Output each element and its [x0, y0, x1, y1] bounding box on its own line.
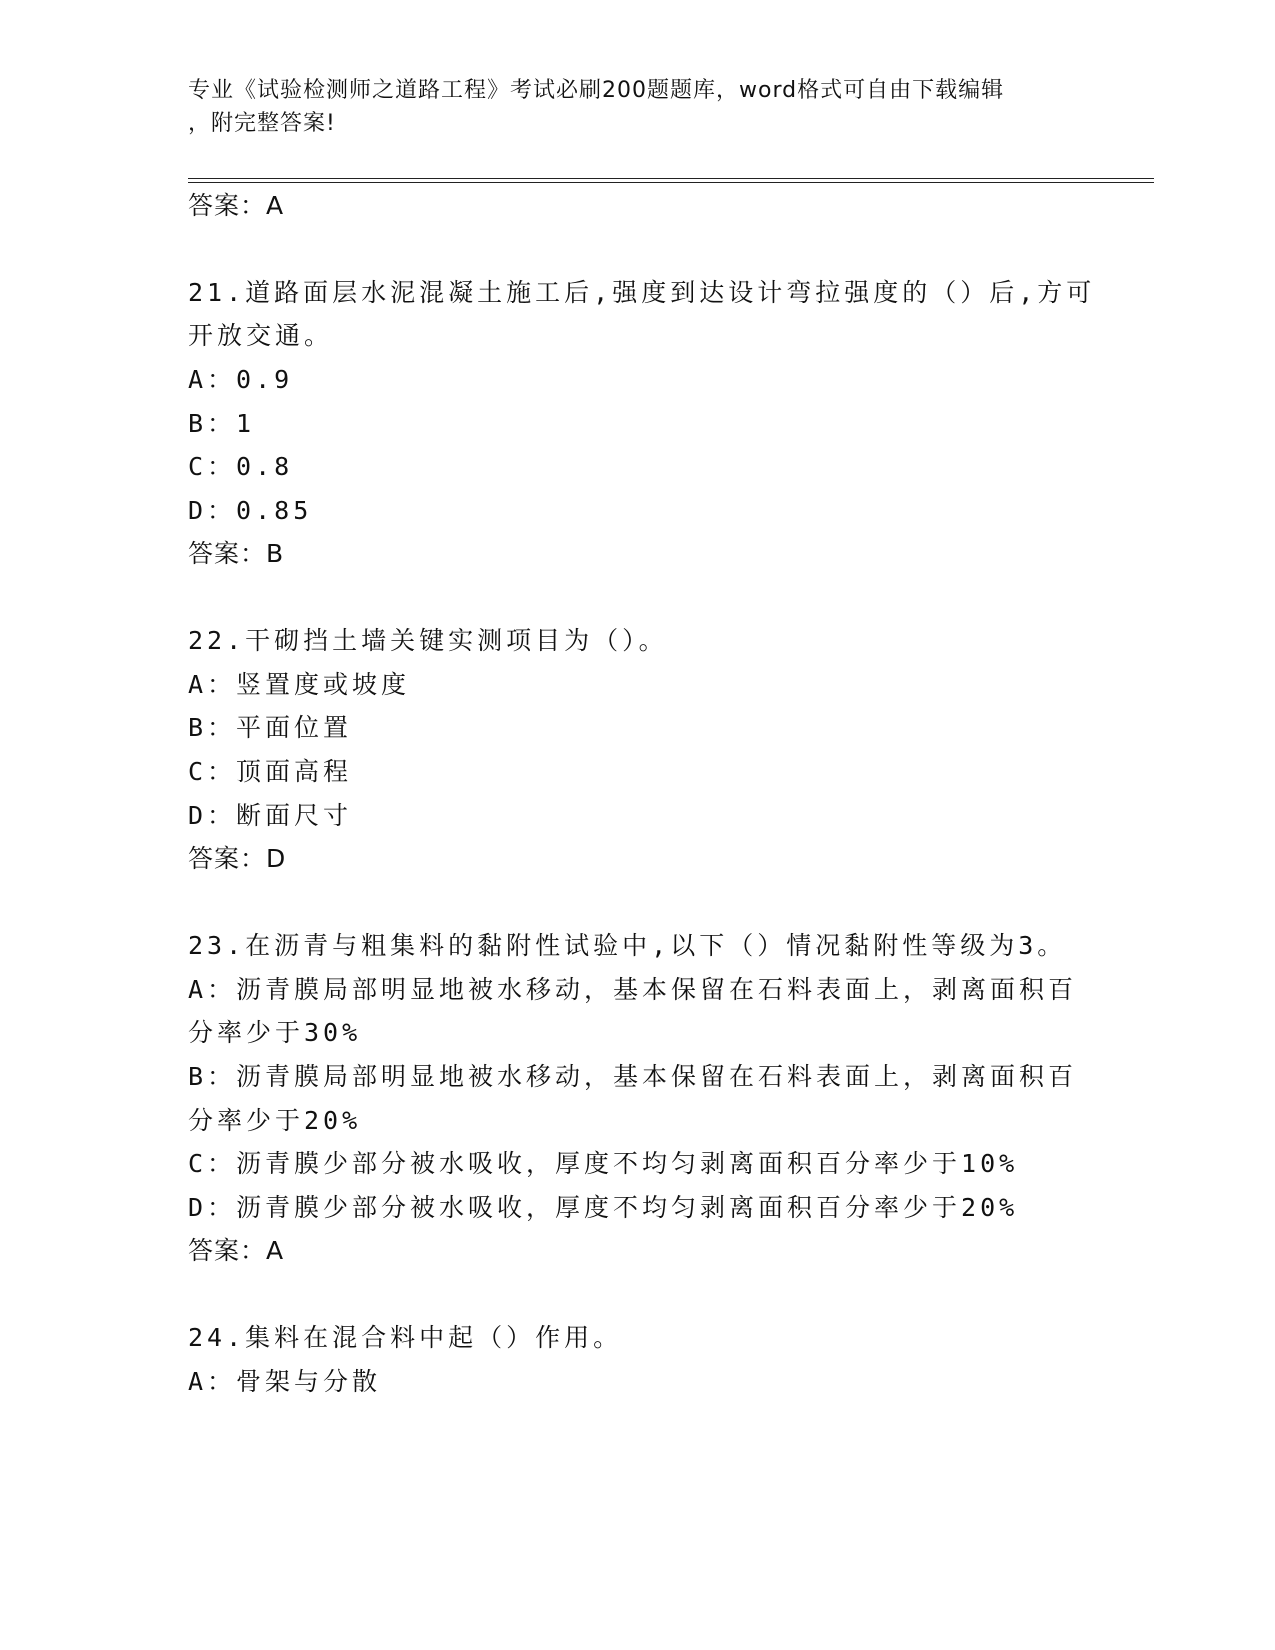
question-23-option-a-line-1: A：沥青膜局部明显地被水移动，基本保留在石料表面上，剥离面积百 [188, 975, 1078, 1004]
question-21-option-c: C：0.8 [188, 452, 294, 481]
question-23-option-b-line-1: B：沥青膜局部明显地被水移动，基本保留在石料表面上，剥离面积百 [188, 1062, 1078, 1091]
header-line-2: ，附完整答案! [188, 111, 336, 136]
question-23-stem: 23.在沥青与粗集料的黏附性试验中,以下（）情况黏附性等级为3。 [188, 931, 1067, 960]
header-divider-top [188, 178, 1154, 179]
document-header [188, 74, 1088, 140]
question-23-answer: 答案：A [188, 1236, 285, 1265]
header-divider-bottom [188, 182, 1154, 183]
question-22-option-a: A：竖置度或坡度 [188, 670, 411, 699]
question-21-stem-line-1: 21.道路面层水泥混凝土施工后,强度到达设计弯拉强度的（）后,方可 [188, 278, 1096, 307]
question-22-option-d: D：断面尺寸 [188, 801, 353, 830]
question-23-option-b-line-2: 分率少于20% [188, 1106, 362, 1135]
question-21-option-a: A：0.9 [188, 365, 294, 394]
question-22-stem: 22.干砌挡土墙关键实测项目为（）。 [188, 626, 668, 655]
question-21-option-d: D：0.85 [188, 496, 313, 525]
header-line-1: 专业《试验检测师之道路工程》考试必刷200题题库，word格式可自由下载编辑 [188, 78, 1005, 103]
question-23-option-a-line-2: 分率少于30% [188, 1018, 362, 1047]
question-24-stem: 24.集料在混合料中起（）作用。 [188, 1323, 623, 1352]
question-21-stem-line-2: 开放交通。 [188, 321, 334, 350]
question-24-option-a: A：骨架与分散 [188, 1367, 382, 1396]
previous-answer: 答案：A [188, 191, 285, 220]
question-23-option-d: D：沥青膜少部分被水吸收，厚度不均匀剥离面积百分率少于20% [188, 1193, 1019, 1222]
question-23-option-c: C：沥青膜少部分被水吸收，厚度不均匀剥离面积百分率少于10% [188, 1149, 1019, 1178]
question-21-option-b: B：1 [188, 409, 256, 438]
question-21-answer: 答案：B [188, 539, 285, 568]
question-22-answer: 答案：D [188, 844, 287, 873]
question-22-option-c: C：顶面高程 [188, 757, 353, 786]
question-22-option-b: B：平面位置 [188, 713, 353, 742]
